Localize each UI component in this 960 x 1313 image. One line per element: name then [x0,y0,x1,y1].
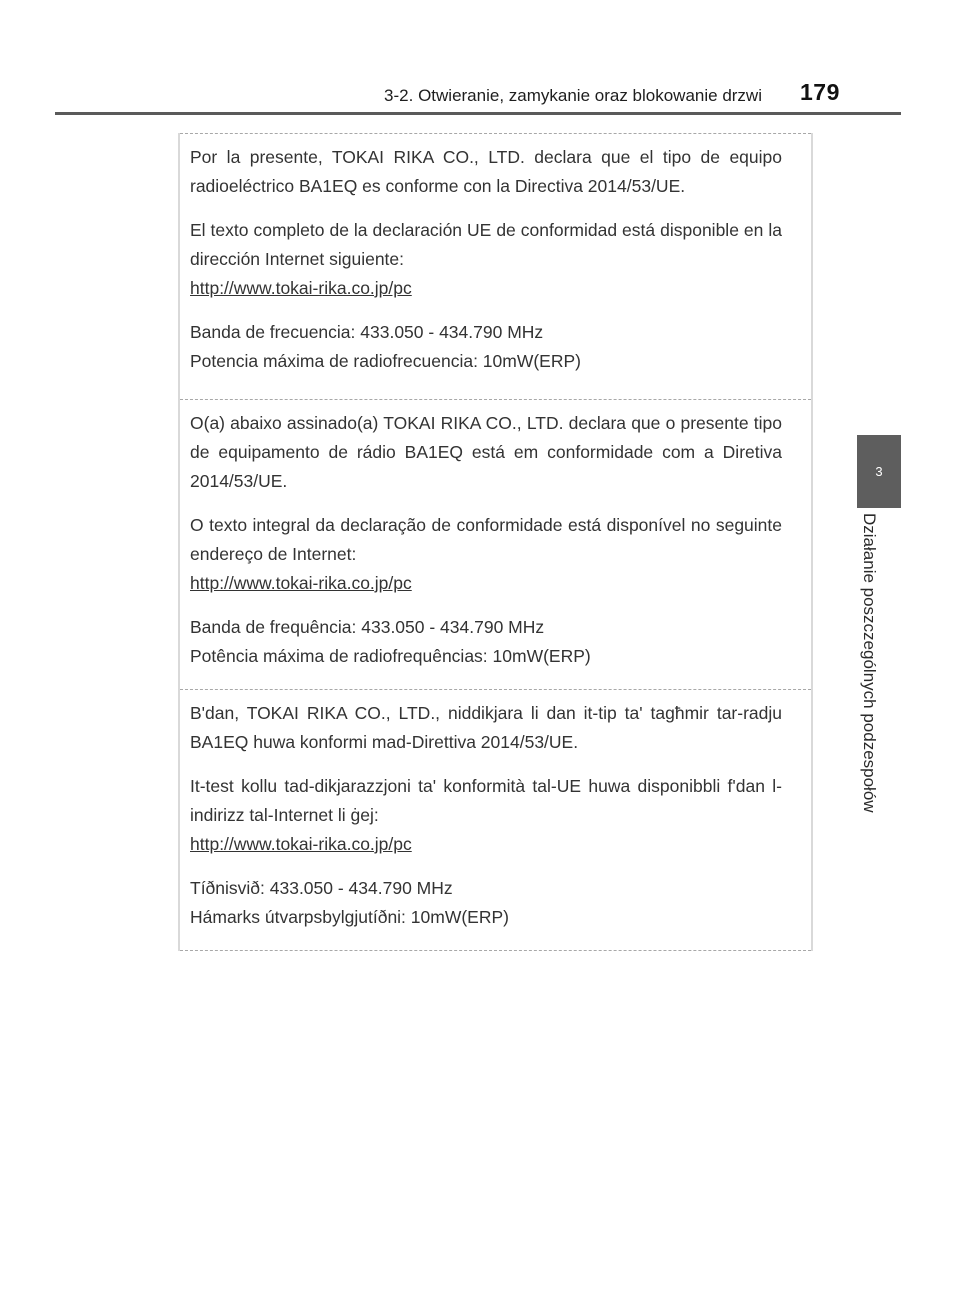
declaration-availability: O texto integral da declaração de conformidade está disponível no seguinte endereço de Internet: [190,515,782,564]
frequency-band: Tíðnisvið: 433.050 - 434.790 MHz [190,878,453,898]
radio-specs [190,318,782,376]
declaration-block-portuguese [180,399,811,689]
max-power: Potencia máxima de radiofrecuencia: 10mW(ERP) [190,351,581,371]
declaration-statement: Por la presente, TOKAI RIKA CO., LTD. declara que el tipo de equipo radioeléctrico BA1EQ es conforme con la Directiva 2014/53/UE. [190,147,782,196]
radio-specs [190,613,782,671]
section-title: 3-2. Otwieranie, zamykanie oraz blokowanie drzwi [384,86,762,105]
declaration-availability: It-test kollu tad-dikjarazzjoni ta' konformità tal-UE huwa disponibbli f'dan l-indirizz tal-Internet li ġej: [190,776,782,825]
declaration-block-maltese [180,689,811,951]
chapter-label: Działanie poszczególnych podzespołów [860,513,879,813]
declaration-link[interactable]: http://www.tokai-rika.co.jp/pc [190,834,412,854]
declaration-block-spanish [180,133,811,399]
chapter-tab [857,435,901,508]
page-number: 179 [800,79,840,105]
chapter-number: 3 [875,464,883,479]
radio-specs [190,874,782,932]
page-header [0,0,960,115]
declaration-statement: O(a) abaixo assinado(a) TOKAI RIKA CO., LTD. declara que o presente tipo de equipamento de rádio BA1EQ está em conformidade com a Diretiva 2014/53/UE. [190,413,782,491]
frequency-band: Banda de frequência: 433.050 - 434.790 MHz [190,617,545,637]
declaration-statement: B'dan, TOKAI RIKA CO., LTD., niddikjara li dan it-tip ta' tagħmir tar-radju BA1EQ huwa konformi mad-Direttiva 2014/53/UE. [190,703,782,752]
declaration-box [178,133,813,951]
declaration-link[interactable]: http://www.tokai-rika.co.jp/pc [190,278,412,298]
header-divider [55,112,901,115]
declaration-link[interactable]: http://www.tokai-rika.co.jp/pc [190,573,412,593]
max-power: Hámarks útvarpsbylgjutíðni: 10mW(ERP) [190,907,509,927]
frequency-band: Banda de frecuencia: 433.050 - 434.790 MHz [190,322,544,342]
max-power: Potência máxima de radiofrequências: 10mW(ERP) [190,646,591,666]
declaration-availability: El texto completo de la declaración UE de conformidad está disponible en la dirección Internet siguiente: [190,220,782,269]
